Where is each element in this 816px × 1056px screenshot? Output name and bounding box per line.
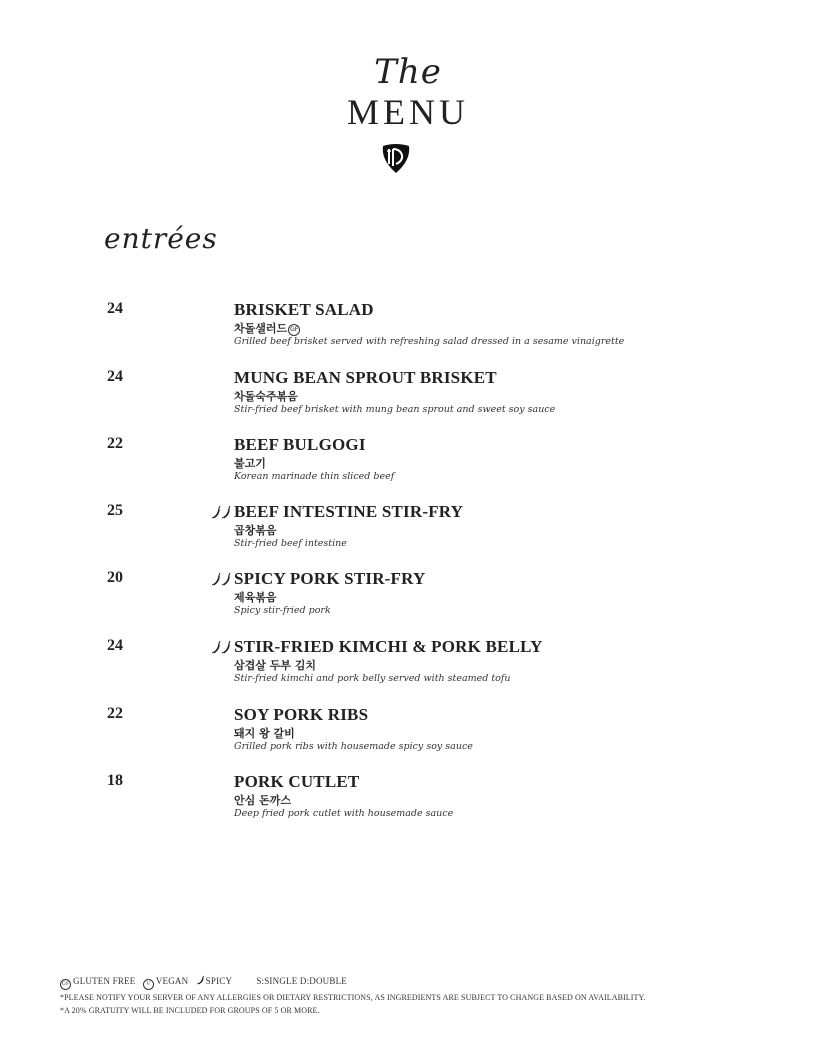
item-price: 25	[107, 502, 123, 519]
item-korean-name: 곱창볶음	[234, 524, 277, 537]
gratuity-note: *A 20% GRATUITY WILL BE INCLUDED FOR GROUPS OF 5 OR MORE.	[60, 1006, 320, 1015]
item-description: Spicy stir-fried pork	[234, 605, 331, 616]
item-price: 22	[107, 705, 123, 722]
item-description: Stir-fried beef brisket with mung bean sprout and sweet soy sauce	[234, 404, 556, 415]
item-price: 24	[107, 300, 123, 317]
item-price: 24	[107, 637, 123, 654]
item-price: 18	[107, 772, 123, 789]
item-korean-name: 차돌숙주볶음	[234, 390, 298, 403]
item-korean-name: 돼지 왕 갈비	[234, 727, 295, 740]
item-korean-name: 차돌샐러드 GF	[234, 322, 299, 335]
item-description: Grilled pork ribs with housemade spicy soy sauce	[234, 741, 473, 752]
menu-item	[0, 435, 816, 495]
menu-item	[0, 368, 816, 428]
menu-item	[0, 502, 816, 562]
item-description: Stir-fried beef intestine	[234, 538, 347, 549]
dietary-legend	[60, 975, 347, 990]
allergy-note: *PLEASE NOTIFY YOUR SERVER OF ANY ALLERGIES OR DIETARY RESTRICTIONS, AS INGREDIENTS ARE SUBJECT TO CHANGE BASED ON AVAILABILITY.	[60, 993, 646, 1002]
vegan-icon: V	[143, 979, 154, 990]
menu-item	[0, 637, 816, 697]
item-description: Korean marinade thin sliced beef	[234, 471, 395, 482]
menu-item	[0, 569, 816, 629]
menu-item	[0, 772, 816, 832]
item-name: SOY PORK RIBS	[234, 705, 369, 724]
vegan-label: VEGAN	[155, 976, 189, 986]
item-name: BEEF BULGOGI	[234, 435, 366, 454]
item-price: 24	[107, 368, 123, 385]
item-korean-name: 불고기	[234, 457, 266, 470]
item-description: Deep fried pork cutlet with housemade sauce	[234, 808, 454, 819]
size-label: S:SINGLE D:DOUBLE	[256, 976, 347, 986]
item-name: BEEF INTESTINE STIR-FRY	[234, 502, 464, 521]
item-korean-name: 삼겹살 두부 김치	[234, 659, 317, 672]
item-name: PORK CUTLET	[234, 772, 360, 791]
item-description: Grilled beef brisket served with refreshing salad dressed in a sesame vinaigrette	[234, 336, 625, 347]
item-korean-name: 안심 돈까스	[234, 794, 291, 807]
spicy-pepper-icon	[209, 639, 233, 655]
item-description: Stir-fried kimchi and pork belly served with steamed tofu	[234, 673, 511, 684]
page-title: MENU	[347, 92, 469, 132]
item-name: STIR-FRIED KIMCHI & PORK BELLY	[234, 637, 543, 656]
spicy-pepper-icon	[209, 504, 233, 520]
menu-header	[0, 52, 816, 130]
spicy-pepper-icon	[209, 571, 233, 587]
gluten-free-label: GLUTEN FREE	[73, 976, 136, 986]
restaurant-logo-icon	[378, 140, 414, 176]
item-price: 20	[107, 569, 123, 586]
section-title: entrées	[104, 222, 218, 255]
spicy-label: SPICY	[205, 976, 232, 986]
item-price: 22	[107, 435, 123, 452]
menu-item	[0, 705, 816, 765]
item-korean-name: 제육볶음	[234, 591, 277, 604]
item-name: BRISKET SALAD	[234, 300, 374, 319]
item-name: MUNG BEAN SPROUT BRISKET	[234, 368, 497, 387]
header-script-word: The	[374, 52, 442, 92]
menu-item	[0, 300, 816, 360]
spicy-pepper-icon	[196, 975, 206, 985]
item-name: SPICY PORK STIR-FRY	[234, 569, 426, 588]
gluten-free-icon: GF	[288, 324, 300, 336]
gluten-free-icon: GF	[60, 979, 71, 990]
